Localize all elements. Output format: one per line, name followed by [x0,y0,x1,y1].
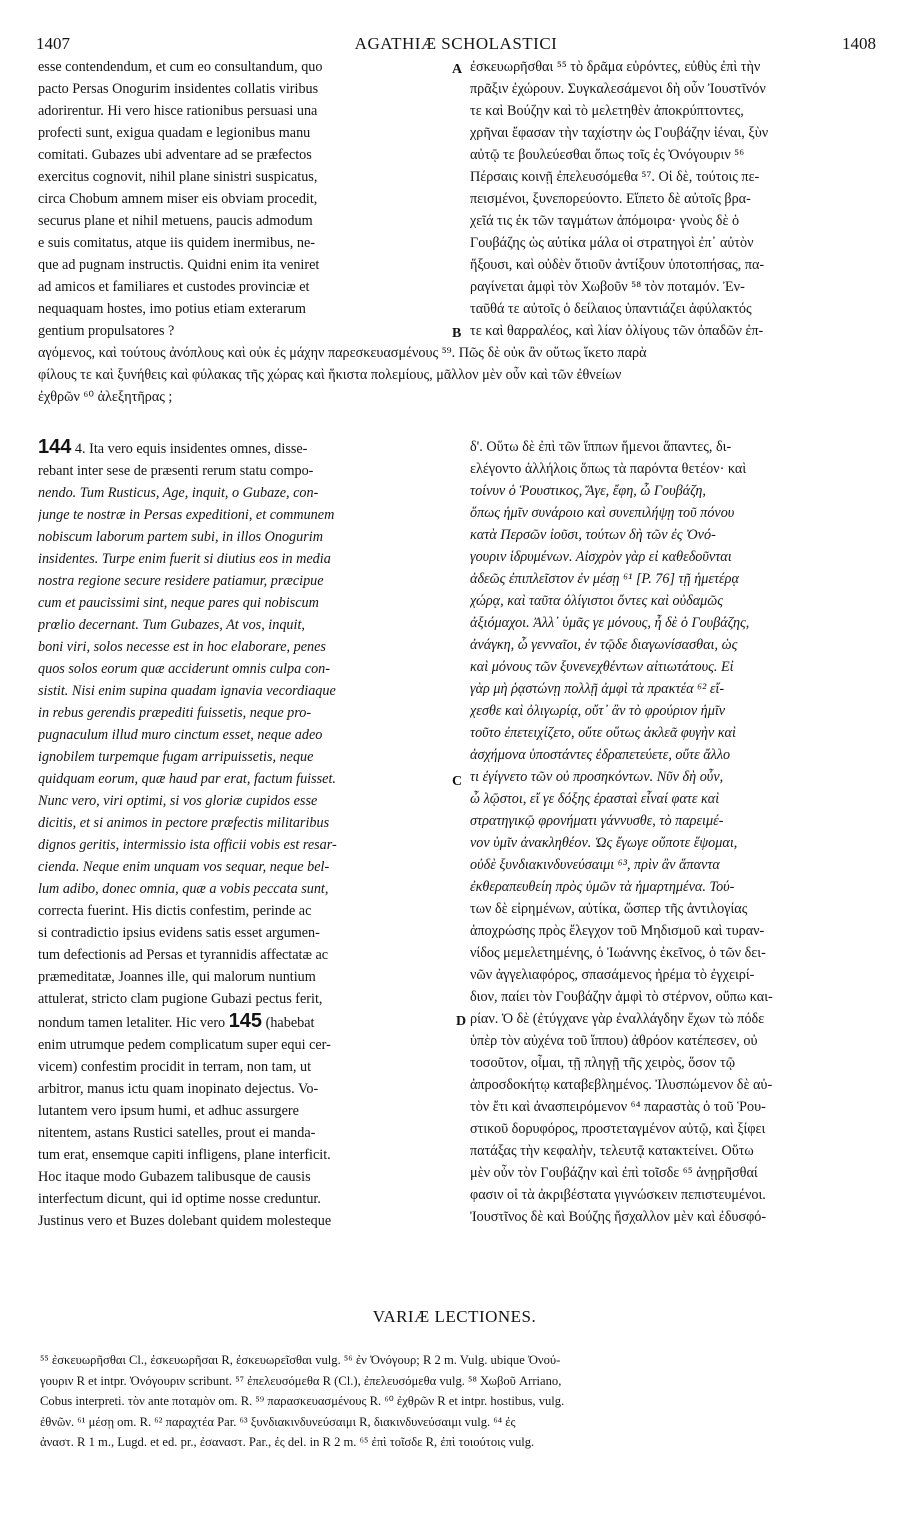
latin-line: dicitis, et si animos in pectore præfectis militaribus [38,815,330,831]
greek-line: ἀσχήμονα ὑποστάντες ἐδραπετεύετε, οὔτε ἄλλο [470,747,731,763]
latin-line: Nunc vero, viri optimi, si vos gloriæ cupidos esse [38,793,318,809]
note-line: ἀναστ. R 1 m., Lugd. et ed. pr., ἐσαναστ. Par., ἐς del. in R 2 m. ⁶⁵ ἐπὶ τοῖσδε R, ἐπὶ τοιούτοις vulg. [40,1435,535,1449]
latin-line: junge te nostræ in Persas expeditioni, et communem [38,507,335,523]
greek-line: νίδος μεμελετημένης, ὁ Ἰωάννης ἐκεῖνος, ὁ τῶν δει- [470,945,766,961]
greek-line: νον ὑμῖν ἀνακληθέον. Ὡς ἔγωγε οὔποτε ἕψομαι, [470,835,738,851]
greek-line: ἐκθεραπευθείη πρὸς ὑμῶν τὰ ἡμαρτημένα. Τού- [470,879,735,895]
latin-line: tum erat, ensemque capiti infligens, plane interficit. [38,1147,331,1163]
right-page-number: 1408 [842,34,876,53]
note-line: Cobus interpreti. τὸν ante ποταμὸν om. R. ⁵⁹ παρασκευασμένους R. ⁶⁰ ἐχθρῶν R et intpr. hostibus, vulg. [40,1394,565,1408]
latin-column-top [38,56,438,342]
greek-line: στικοῦ δορυφόρος, προστεταγμένον αὐτῷ, καὶ ξίφει [470,1121,766,1137]
latin-line: cienda. Neque enim unquam vos sequar, neque bel- [38,859,330,875]
latin-line: præmeditatæ, Joannes ille, qui malorum nuntium [38,969,316,985]
margin-marker-d: D [456,1014,467,1029]
greek-line: γουριν ἱδρυμένων. Αἰσχρὸν γὰρ εἰ καθεδοῦνται [470,549,732,565]
greek-line: ἀξιόμαχοι. Ἀλλ᾽ ὑμᾶς γε μόνους, ἦ δὲ ὁ Γουβάζης, [470,615,750,631]
latin-line: nendo. Tum Rusticus, Age, inquit, o Gubaze, con- [38,485,319,501]
greek-column-section-4 [470,436,880,1228]
greek-line: ταῦθά τε αὐτοῖς ὁ δείλαιος ὑπαντιάζει ἀφύλακτός [470,301,752,317]
greek-line: χεσθε καὶ ὀλιγωρίᾳ, οὔτ᾽ ἂν τὸ φρούριον ἡμῖν [470,703,726,719]
latin-line: dignos geritis, intermissio ista officii vobis est resar- [38,837,337,853]
greek-line: ελέγοντο ἀλλήλοις ὅπως τὰ παρόντα θετέον· καὶ [470,461,747,477]
section-number: 144 [38,436,72,458]
greek-full-width-passage [38,342,880,408]
latin-line: vicem) confestim procidit in terram, non tam, ut [38,1059,312,1075]
latin-line: gentium propulsatores ? [38,323,175,339]
greek-line: ραγίνεται ἀμφὶ τὸν Χωβοῦν ⁵⁸ τὸν ποταμόν. Ἐν- [470,279,745,295]
latin-line: e suis comitatus, atque iis quidem inermibus, ne- [38,235,316,251]
greek-line: ἥξουσι, καὶ οὐδὲν ὅτιοῦν ἀντίξουν ὑποτοπήσας, πα- [470,257,765,273]
greek-line: διον, παίει τὸν Γουβάζην ἀμφὶ τὸ στέρνον, οὔπω και- [470,989,773,1005]
latin-line: exercitus cognovit, nihil plane sinistri suspicatus, [38,169,318,185]
latin-line: si contradictio ipsius evidens satis esset argumen- [38,925,320,941]
variae-lectiones-heading: VARIÆ LECTIONES. [372,1307,537,1326]
greek-line: οὐδὲ ξυνδιακινδυνεύσαιμι ⁶³, πρὶν ἂν ἅπαντα [470,857,720,873]
latin-line: enim utrumque pedem complicatum super equi cer- [38,1037,331,1053]
latin-line: Justinus vero et Buzes dolebant quidem molesteque [38,1213,332,1229]
latin-line: nobiscum laborum partem subi, in illos Onogurim [38,529,323,545]
latin-line: que ad pugnam instructis. Quidni enim ita veniret [38,257,320,273]
margin-marker-c: C [452,774,463,789]
latin-line: arbitror, manus ictu quam inopinato dejectus. Vo- [38,1081,319,1097]
latin-line: profecti sunt, exigua quadam e legionibus manu [38,125,311,141]
latin-line: nequaquam hostes, imo potius etiam exterarum [38,301,306,317]
note-line: ἐθνῶν. ⁶¹ μέσῃ om. R. ⁶² παραχτέα Par. ⁶³ ξυνδιακινδυνεύσαιμι R, διακινδυνεύσαιμι vulg. ⁶⁴ ἐς [40,1414,516,1429]
latin-line: circa Chobum amnem miser eis obviam procedit, [38,191,318,207]
greek-line: ἐσκευωρῆσθαι ⁵⁵ τὸ δρᾶμα εὑρόντες, εὐθὺς ἐπὶ τὴν [470,59,761,75]
greek-line: πρᾶξιν ἐχώρουν. Συγκαλεσάμενοι δὴ οὖν Ἰουστῖνόν [470,81,766,97]
note-line: γουριν R et intpr. Ὀνόγουριν scribunt. ⁵⁷ ἐπελευσόμεθα R (Cl.), ἐπελευσόμεθα vulg. ⁵⁸ Χωβοῦ Arriano, [40,1373,562,1388]
greek-line: ἀδεῶς ἐπιπλεῖστον ἐν μέσῃ ⁶¹ [P. 76] τῇ ἡμετέρᾳ [470,571,739,587]
latin-line: Hoc itaque modo Gubazem talibusque de causis [38,1169,311,1185]
greek-line: γὰρ μὴ ῥᾳστώνῃ πολλῇ ἀμφὶ τὰ πρακτέα ⁶² εἴ- [470,681,725,697]
greek-line: χώρᾳ, καὶ ταῦτα ὀλίγιστοι ὄντες καὶ οὐδαμῶς [470,593,724,609]
latin-line: nondum tamen letaliter. Hic vero 145 (habebat [38,1010,315,1032]
latin-line: nostra regione secure residere patiamur, præcipue [38,573,324,589]
latin-line: ignobilem turpemque fugam arripuissetis, neque [38,749,314,765]
greek-line: τοῦτο ἐπετειχίζετο, οὔτε οὕτως ἀκλεᾶ φυγὴν καὶ [470,725,736,741]
greek-line: νῶν ἀγγελιαφόρος, σπασάμενος ἠρέμα τὸ ἐγχειρί- [470,967,755,983]
latin-line: ad amicos et familiares et custodes provinciæ et [38,279,310,295]
latin-line: lum adibo, donec omnia, quæ a vobis peccata sunt, [38,881,329,897]
greek-line: ὦ λῷστοι, εἴ γε δόξης ἐρασταὶ εἶναί φατε καὶ [470,791,720,807]
greek-line: κατὰ Περσῶν ἰοῦσι, τούτων δὴ τῶν ἐς Ὀνό- [470,527,716,543]
latin-line: boni viri, solos necesse est in hoc elaborare, penes [38,639,326,655]
latin-line: securus plane et nihil metuens, paucis admodum [38,213,313,229]
latin-line: prœlio decernant. Tum Gubazes, At vos, inquit, [38,617,305,633]
running-title: AGATHIÆ SCHOLASTICI [354,34,558,53]
greek-line: μὲν οὖν τὸν Γουβάζην καὶ ἐπὶ τοῖσδε ⁶⁵ ἀνῃρῆσθαί [470,1165,758,1181]
greek-line: τι ἐγίγνετο τῶν οὐ προσηκόντων. Νῦν δὴ οὖν, [470,769,724,785]
greek-line: ἀπροσδοκήτῳ καταβεβλημένος. Ἰλυσπώμενον δὲ αὐ- [470,1077,773,1093]
latin-line: attulerat, stricto clam pugione Gubazi pectus ferit, [38,991,323,1007]
greek-line: ἀποχρώσης πρὸς ἔλεγχον τοῦ Μηδισμοῦ καὶ τυραν- [470,923,765,939]
greek-line: δ'. Οὕτω δὲ ἐπὶ τῶν ἵππων ἥμενοι ἅπαντες, δι- [470,439,732,455]
latin-line: interfectum dicunt, qui id optime nosse creduntur. [38,1191,321,1207]
latin-line: pacto Persas Onogurim insidentes collatis viribus [38,81,319,97]
latin-line: sistit. Nisi enim supina quadam ignavia vecordiaque [38,683,336,699]
latin-line: nitentem, astans Rustici satelles, prout ei manda- [38,1125,316,1141]
variae-lectiones-notes [40,1350,878,1453]
greek-line: τὸν ἔτι καὶ ἀνασπειρόμενον ⁶⁴ παραστὰς ὁ τοῦ Ῥου- [470,1099,766,1115]
greek-line: τοσοῦτον, οἶμαι, τῇ πληγῇ τῆς χειρὸς, ὅσον τῷ [470,1055,736,1071]
greek-line: ὅπως ἡμῖν συνάροιο καὶ συνεπιλήψῃ τοῦ πόνου [470,505,735,521]
greek-line: πατάξας τὴν κεφαλὴν, τελευτᾷ κατακτείνει. Οὕτω [470,1143,754,1159]
latin-line: adorirentur. Hi vero hisce rationibus persuasi una [38,103,318,119]
greek-full-line: αγόμενος, καὶ τούτους ἀνόπλους καὶ οὐκ ἐς μάχην παρεσκευασμένους ⁵⁹. Πῶς δὲ οὐκ ἂν οὕτως ἵκετο παρὰ [38,345,647,361]
left-page-number: 1407 [36,34,70,53]
latin-line: cum et paucissimi sint, neque pares qui nobiscum [38,595,319,611]
greek-line: ρίαν. Ὁ δὲ (ἐτύγχανε γὰρ ἐναλλάγδην ἔχων τὼ πόδε [470,1011,765,1027]
latin-line: rebant inter sese de præsenti rerum statu compo- [38,463,314,479]
section-number: 145 [228,1010,263,1032]
latin-line: correcta fuerint. His dictis confestim, perinde ac [38,903,312,919]
latin-line: 144 4. Ita vero equis insidentes omnes, disse- [38,436,308,458]
latin-line: quos solos eorum quæ acciderunt omnis culpa con- [38,661,331,677]
latin-line: in rebus gerendis præpediti fuissetis, neque pro- [38,705,312,721]
greek-line: χεῖά τις ἐκ τῶν ταγμάτων ἀπόμοιρα· γνοὺς δὲ ὁ [470,213,740,229]
latin-line: tum defectionis ad Persas et tyrannidis affectatæ ac [38,947,329,963]
greek-line: στρατηγικῷ φρονήματι γάννυσθε, τὸ παρειμέ- [470,813,724,829]
latin-line: insidentes. Turpe enim fuerit si diutius eos in media [38,551,331,567]
greek-line: Πέρσαις κοινῇ ἐπελευσόμεθα ⁵⁷. Οἱ δὲ, τούτοις πε- [470,169,760,185]
latin-line: quidquam eorum, quæ haud par erat, factum fuisset. [38,771,336,787]
margin-marker-b: B [452,326,462,341]
greek-line: Ἰουστῖνος δὲ καὶ Βούζης ἤσχαλλον μὲν καὶ ἐδυσφό- [470,1209,767,1225]
latin-column-section-4 [38,436,438,1232]
greek-line: φασιν οἱ τὰ ἀκριβέστατα γιγνώσκειν πεπιστευμένοι. [470,1187,766,1203]
greek-line: αὐτῷ τε βουλεύεσθαι ὅπως τοῖς ἐς Ὀνόγουριν ⁵⁶ [470,147,745,163]
greek-line: των δὲ εἰρημένων, αὐτίκα, ὥσπερ τῆς ἀντιλογίας [470,901,748,917]
latin-line: pugnaculum illud muro cinctum esset, neque adeo [38,727,323,743]
greek-line: τε καὶ Βούζην καὶ τὸ μελετηθὲν ἀποκρύπτοντες, [470,103,744,119]
latin-line: comitati. Gubazes ubi adventare ad se præfectos [38,147,312,163]
greek-line: καὶ μόνους τῶν ξυνενεχθέντων αἰτιωτάτους. Εἰ [470,659,734,675]
greek-full-line: φίλους τε καὶ ξυνήθεις καὶ φύλακας τῆς χώρας καὶ ἥκιστα πολεμίους, μᾶλλον μὲν οὖν καὶ τῶν ἐθνείων [38,367,622,383]
margin-marker-a: A [452,62,463,77]
greek-line: τοίνυν ὁ Ῥουστικος, Ἄγε, ἔφη, ὦ Γουβάζη, [470,483,706,499]
greek-column-top [470,56,880,342]
greek-line: τε καὶ θαρραλέος, καὶ λίαν ὀλίγους τῶν ὀπαδῶν ἐπ- [470,323,764,339]
greek-line: πεισμένοι, ξυνεπορεύοντο. Εἵπετο δὲ αὐτοῖς βρα- [470,191,751,207]
latin-line: esse contendendum, et cum eo consultandum, quo [38,59,323,75]
greek-line: ὑπὲρ τὸν αὐχένα τοῦ ἵππου) ἀθρόον κατέπεσεν, οὐ [470,1033,758,1049]
running-header [36,34,876,56]
note-line: ⁵⁵ ἐσκευωρῆσθαι Cl., ἐσκευωρῆσαι R, ἐσκευωρεῖσθαι vulg. ⁵⁶ ἐν Ὀνόγουρ; R 2 m. Vulg. ubique Ὀνού- [40,1353,561,1367]
greek-line: Γουβάζης ὡς αὐτίκα μάλα οἱ στρατηγοὶ ἐπ᾽ αὐτὸν [470,235,754,251]
greek-line: ἀνάγκη, ὦ γενναῖοι, ἐν τῷδε διαγωνίσασθαι, ὡς [470,637,738,653]
latin-line: lutantem vero ipsum humi, et adhuc assurgere [38,1103,299,1119]
greek-line: χρῆναι ἔφασαν τὴν ταχίστην ὡς Γουβάζην ἰέναι, ξὺν [470,125,769,141]
greek-full-line: ἐχθρῶν ⁶⁰ ἀλεξητῆρας ; [38,389,173,405]
